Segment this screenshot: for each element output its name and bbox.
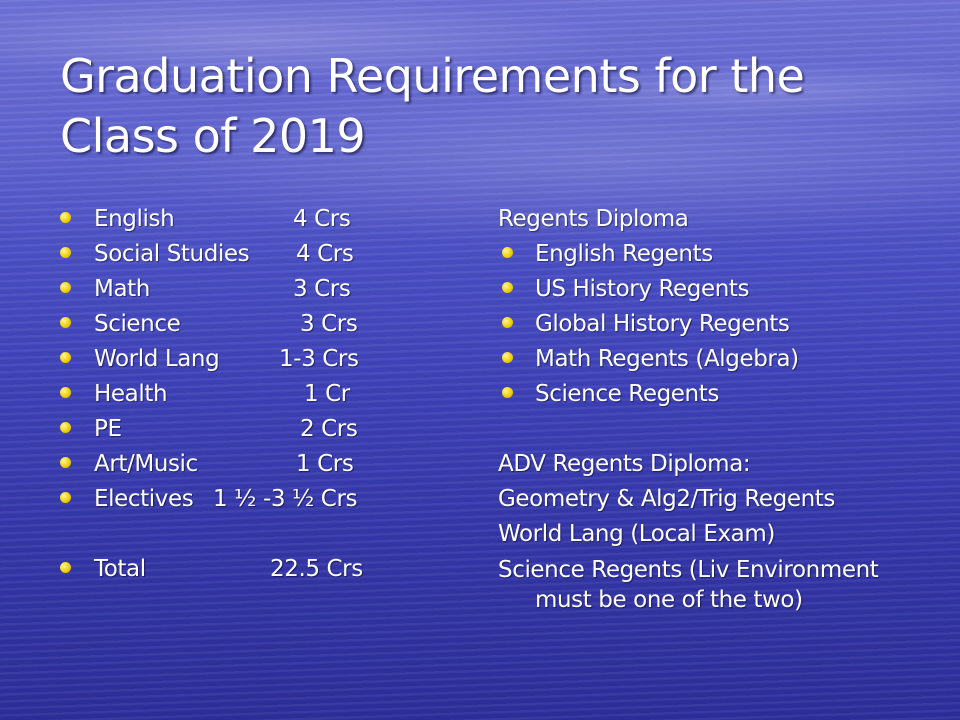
bullet-icon <box>60 317 71 328</box>
bullet-icon <box>60 247 71 258</box>
bullet-icon <box>60 282 71 293</box>
adv-requirement: World Lang (Local Exam) <box>498 521 775 547</box>
adv-science-requirement <box>498 552 928 615</box>
regents-exam-label: Math Regents (Algebra) <box>535 346 799 372</box>
bullet-icon <box>502 282 513 293</box>
bullet-icon <box>60 492 71 503</box>
bullet-icon <box>60 562 71 573</box>
bullet-icon <box>502 352 513 363</box>
diploma-requirements <box>498 202 928 615</box>
bullet-icon <box>60 212 71 223</box>
bullet-icon <box>502 247 513 258</box>
bullet-icon <box>60 352 71 363</box>
credits-value: 2 Crs <box>300 416 358 442</box>
list-item <box>498 377 928 412</box>
total-credits-value: 22.5 Crs <box>270 556 363 582</box>
credits-value: 4 Crs <box>293 206 351 232</box>
credits-value: 1 ½ -3 ½ Crs <box>213 486 358 512</box>
bullet-icon <box>60 457 71 468</box>
adv-science-line: Science Regents (Liv Environment <box>498 557 879 583</box>
subject-label: English <box>94 206 175 232</box>
slide-title: Graduation Requirements for the Class of 2019 <box>60 49 805 163</box>
adv-science-line-continued: must be one of the two) <box>535 587 803 613</box>
regents-exam-label: US History Regents <box>535 276 750 302</box>
credits-value: 1-3 Crs <box>279 346 359 372</box>
regents-exam-label: Science Regents <box>535 381 719 407</box>
bullet-icon <box>502 317 513 328</box>
credits-value: 4 Crs <box>296 241 354 267</box>
list-item <box>498 342 928 377</box>
credits-value: 1 Cr <box>304 381 350 407</box>
list-item <box>498 237 928 272</box>
list-item <box>498 307 928 342</box>
regents-exam-label: English Regents <box>535 241 713 267</box>
credits-value: 1 Crs <box>296 451 354 477</box>
subject-label: Science <box>94 311 181 337</box>
adv-requirement: Geometry & Alg2/Trig Regents <box>498 486 836 512</box>
subject-label: Math <box>94 276 150 302</box>
subject-label: Electives <box>94 486 194 512</box>
spacer <box>498 412 928 447</box>
credits-value: 3 Crs <box>293 276 351 302</box>
regents-exam-label: Global History Regents <box>535 311 790 337</box>
regents-diploma-heading: Regents Diploma <box>498 206 689 232</box>
list-item <box>498 272 928 307</box>
bullet-icon <box>60 387 71 398</box>
bullet-icon <box>60 422 71 433</box>
subject-label: Social Studies <box>94 241 250 267</box>
subject-label: World Lang <box>94 346 220 372</box>
subject-label: Health <box>94 381 168 407</box>
bullet-icon <box>502 387 513 398</box>
subject-label: Art/Music <box>94 451 198 477</box>
adv-regents-diploma-heading: ADV Regents Diploma: <box>498 451 751 477</box>
credits-value: 3 Crs <box>300 311 358 337</box>
total-label: Total <box>94 556 146 582</box>
subject-label: PE <box>94 416 122 442</box>
